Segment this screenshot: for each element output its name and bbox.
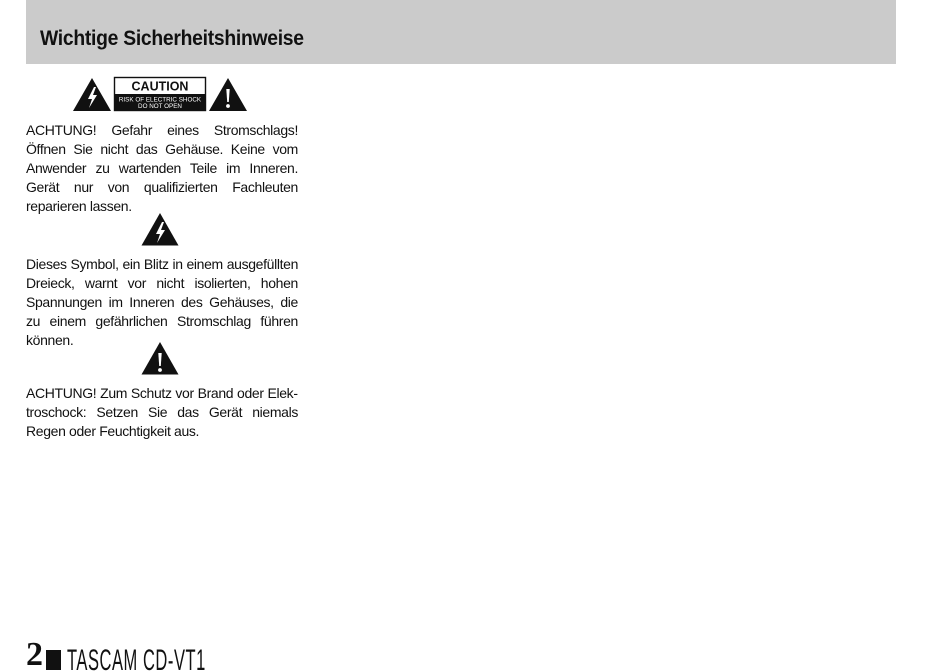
exclamation-triangle-icon: [141, 341, 179, 375]
footer-block-mark: [46, 650, 61, 670]
footer-brand: TASCAM CD-VT1: [67, 644, 206, 672]
lightning-triangle-icon: [141, 212, 179, 246]
header-band: [26, 0, 896, 64]
caution-title: CAUTION: [131, 79, 189, 94]
caution-box: [115, 78, 206, 111]
exclamation-triangle-icon: [209, 78, 247, 111]
caution-line-1: RISK OF ELECTRIC SHOCK: [118, 96, 202, 104]
caution-label: [73, 76, 247, 112]
footer: [26, 638, 319, 672]
symbol-explanation-paragraph: Dieses Symbol, ein Blitz in einem ausgefüllten Dreieck, warnt vor nicht isolierten, hohen Spannungen im Inneren des Gehäuses, die zu einem gefährlichen Stromschlag führen können.: [26, 256, 298, 348]
fire-shock-warning-paragraph: ACHTUNG! Zum Schutz vor Brand oder Elektroschock: Setzen Sie das Gerät niemals Regen oder Feuchtigkeit aus.: [26, 385, 298, 439]
warning-paragraph-housing: ACHTUNG! Gefahr eines Stromschlags! Öffnen Sie nicht das Gehäuse. Keine vom Anwender zu wartenden Teile im Inneren. Gerät nur von qualifizierten Fachleuten reparieren lassen.: [26, 122, 298, 214]
page-title: Wichtige Sicherheitshinweise: [40, 27, 304, 50]
lightning-triangle-icon: [73, 78, 111, 111]
caution-line-2: DO NOT OPEN: [138, 103, 182, 110]
page-number: 2: [26, 636, 43, 672]
